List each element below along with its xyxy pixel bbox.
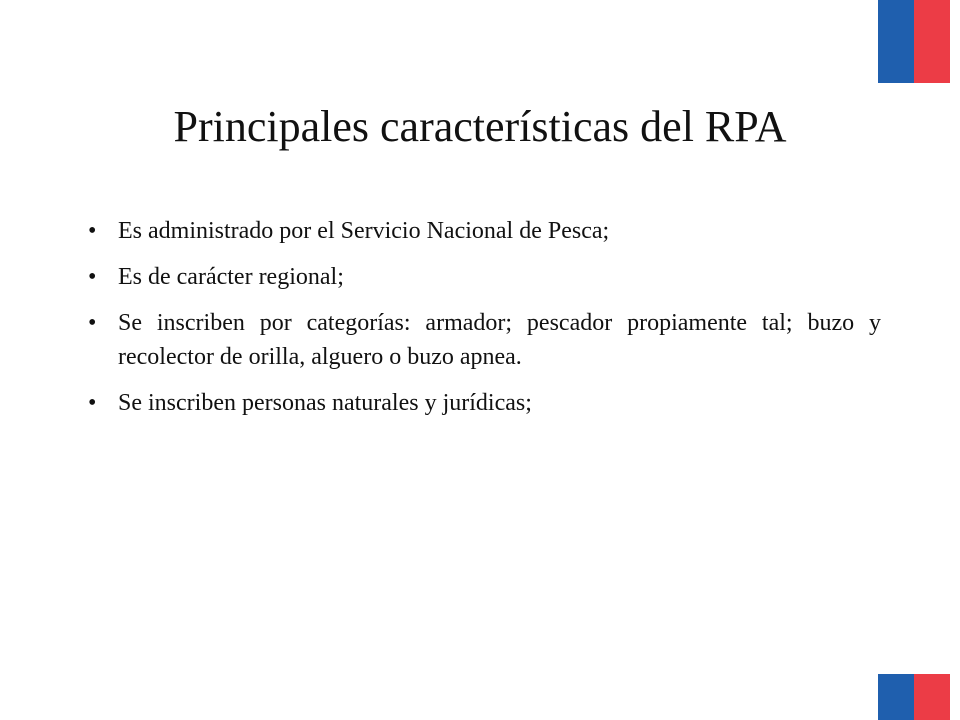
bullet-marker: • <box>88 310 97 336</box>
bullet-item <box>88 386 881 420</box>
bullet-marker: • <box>88 218 97 244</box>
bullet-item <box>88 214 881 248</box>
bullet-marker: • <box>88 264 97 290</box>
bullet-marker: • <box>88 390 97 416</box>
bullet-list <box>88 214 881 432</box>
bullet-item <box>88 306 881 374</box>
flag-red-band <box>914 674 950 720</box>
bullet-text: Es de carácter regional; <box>118 264 344 290</box>
bullet-text: Es administrado por el Servicio Nacional de Pesca; <box>118 218 610 244</box>
flag-blue-band <box>878 0 914 83</box>
bullet-item <box>88 260 881 294</box>
flag-stripe-top <box>878 0 950 83</box>
slide-title: Principales características del RPA <box>173 102 787 151</box>
bullet-text: Se inscriben por categorías: armador; pescador propiamente tal; buzo y recolector de orilla, alguero o buzo apnea. <box>118 310 881 370</box>
flag-red-band <box>914 0 950 83</box>
flag-stripe-bottom <box>878 674 950 720</box>
bullet-text: Se inscriben personas naturales y jurídicas; <box>118 390 532 416</box>
flag-blue-band <box>878 674 914 720</box>
